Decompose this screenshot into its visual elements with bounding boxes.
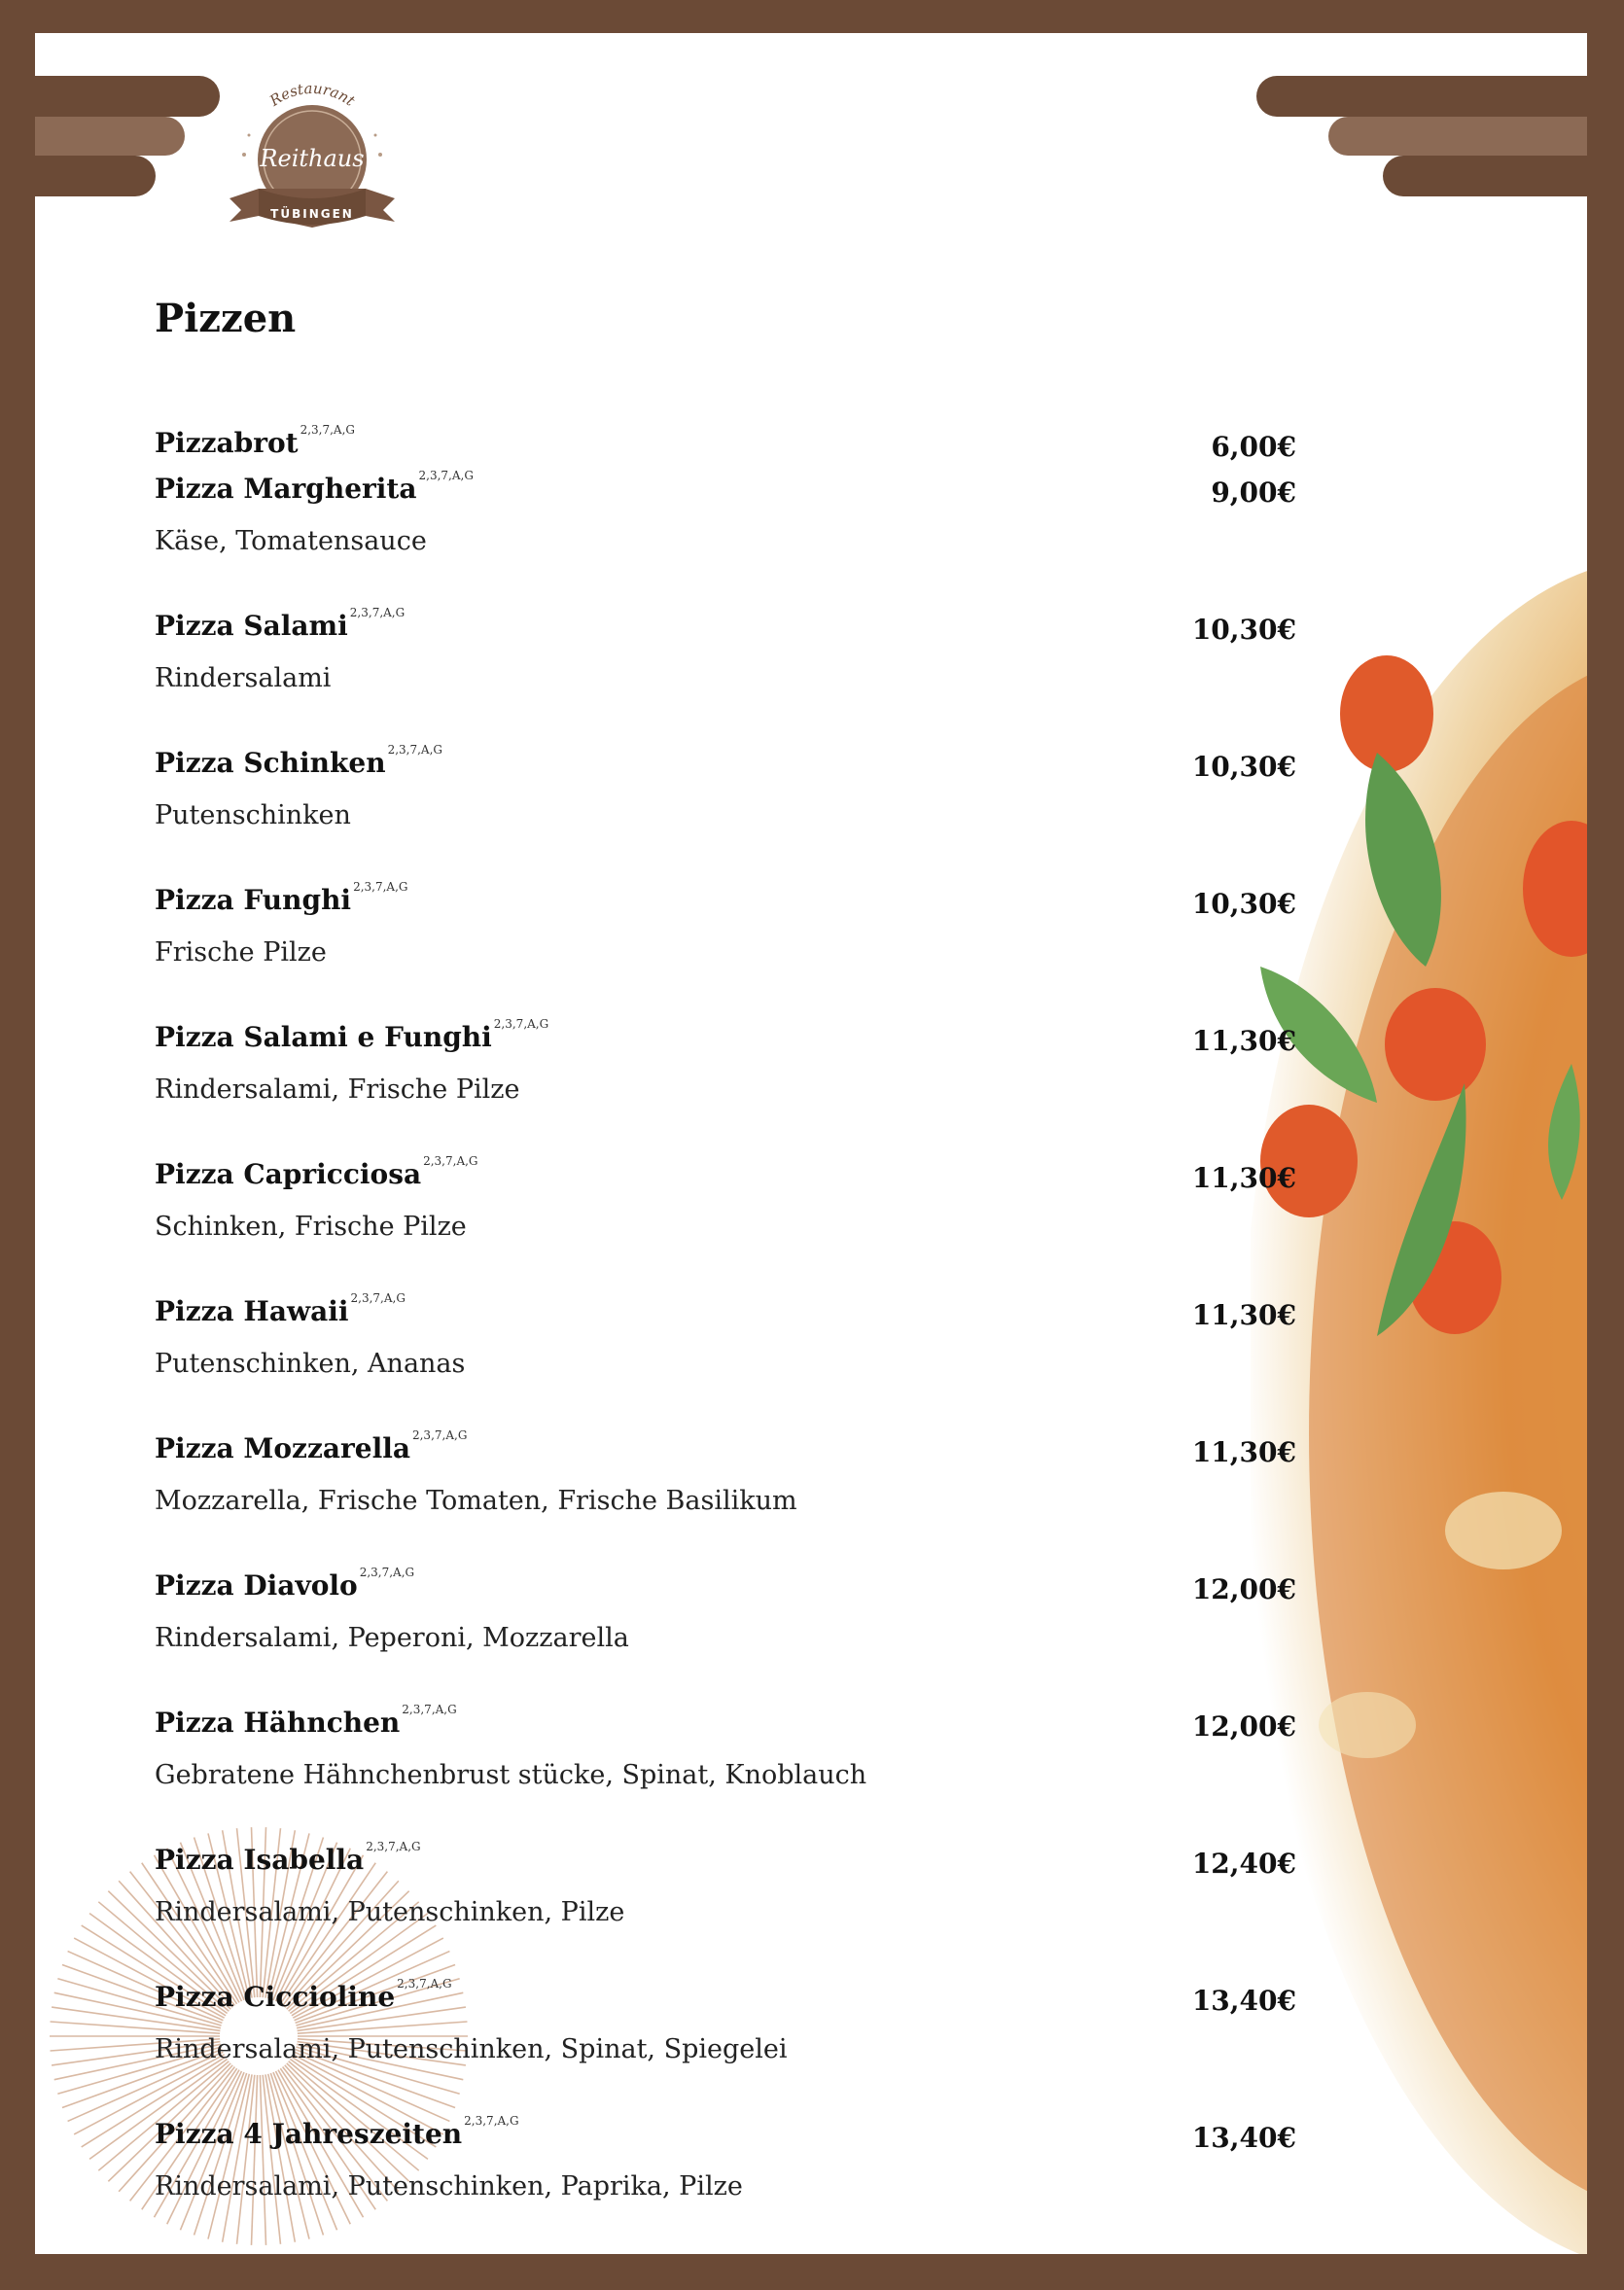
item-spacer	[155, 1935, 1296, 1981]
menu-item-row	[155, 2114, 1296, 2164]
item-name-text: Pizza Salami	[155, 610, 348, 642]
item-name-text: Pizza Isabella	[155, 1844, 365, 1876]
item-spacer	[155, 975, 1296, 1021]
item-description: Rindersalami, Peperoni, Mozzarella	[155, 1623, 629, 1653]
item-price: 10,30€	[1191, 888, 1296, 920]
allergen-codes: 2,3,7,A,G	[366, 1840, 421, 1853]
item-spacer	[155, 1250, 1296, 1295]
menu-sheet	[35, 33, 1587, 2254]
svg-text:Restaurant: Restaurant	[266, 79, 359, 110]
item-spacer	[155, 838, 1296, 884]
item-spacer	[155, 2072, 1296, 2118]
item-spacer	[155, 1661, 1296, 1707]
menu-item	[155, 880, 1296, 1021]
allergen-codes: 2,3,7,A,G	[464, 2114, 519, 2128]
item-description: Rindersalami, Putenschinken, Spinat, Spiegelei	[155, 2034, 788, 2064]
item-name-text: Pizza Capricciosa	[155, 1158, 422, 1190]
menu-item	[155, 2114, 1296, 2209]
item-spacer	[155, 1798, 1296, 1844]
item-name	[155, 1703, 457, 1739]
item-name-text: Pizza Ciccioline	[155, 1981, 396, 2013]
svg-text:Reithaus: Reithaus	[260, 145, 365, 172]
allergen-codes: 2,3,7,A,G	[493, 1017, 549, 1031]
item-price: 10,30€	[1191, 614, 1296, 646]
menu-item	[155, 423, 1296, 473]
item-price: 9,00€	[1211, 476, 1296, 509]
menu-item	[155, 1017, 1296, 1158]
item-spacer	[155, 1387, 1296, 1432]
item-name	[155, 1017, 549, 1053]
allergen-codes: 2,3,7,A,G	[397, 1977, 452, 1991]
item-price: 10,30€	[1191, 751, 1296, 783]
menu-item-row	[155, 1154, 1296, 1204]
item-description: Gebratene Hähnchenbrust stücke, Spinat, Knoblauch	[155, 1760, 867, 1790]
section-heading: Pizzen	[155, 296, 297, 341]
allergen-codes: 2,3,7,A,G	[418, 469, 474, 482]
menu-item-row	[155, 1703, 1296, 1752]
item-name-text: Pizza Diavolo	[155, 1569, 358, 1602]
item-price: 6,00€	[1211, 431, 1296, 463]
item-price: 12,40€	[1191, 1848, 1296, 1880]
item-description: Frische Pilze	[155, 937, 327, 968]
menu-item-row	[155, 743, 1296, 793]
item-spacer	[155, 701, 1296, 747]
item-name-text: Pizza Funghi	[155, 884, 352, 916]
item-name-text: Pizza Hawaii	[155, 1295, 349, 1327]
menu-item	[155, 1154, 1296, 1295]
item-name	[155, 1428, 468, 1464]
item-price: 11,30€	[1191, 1299, 1296, 1331]
item-price: 13,40€	[1191, 1985, 1296, 2017]
item-description: Putenschinken	[155, 800, 351, 830]
item-description: Rindersalami, Putenschinken, Pilze	[155, 1897, 625, 1927]
item-price: 12,00€	[1191, 1710, 1296, 1743]
menu-item-row	[155, 1840, 1296, 1889]
allergen-codes: 2,3,7,A,G	[402, 1703, 457, 1716]
item-name-text: Pizza Margherita	[155, 473, 417, 505]
item-name	[155, 469, 474, 505]
menu-item	[155, 1291, 1296, 1432]
restaurant-logo	[191, 62, 434, 257]
menu-item	[155, 1566, 1296, 1707]
item-description: Rindersalami	[155, 663, 332, 693]
item-price: 13,40€	[1191, 2122, 1296, 2154]
allergen-codes: 2,3,7,A,G	[387, 743, 442, 757]
decor-bar	[1328, 117, 1587, 156]
item-description: Käse, Tomatensauce	[155, 526, 427, 556]
item-description: Mozzarella, Frische Tomaten, Frische Basilikum	[155, 1486, 797, 1516]
item-spacer	[155, 564, 1296, 610]
menu-item	[155, 1703, 1296, 1844]
decor-bar	[1256, 76, 1587, 117]
decor-bar	[35, 117, 185, 156]
item-name-text: Pizza Salami e Funghi	[155, 1021, 492, 1053]
item-price: 11,30€	[1191, 1162, 1296, 1194]
item-name-text: Pizza 4 Jahreszeiten	[155, 2118, 463, 2150]
item-description: Putenschinken, Ananas	[155, 1349, 466, 1379]
item-name	[155, 1840, 421, 1876]
menu-item	[155, 1977, 1296, 2118]
item-spacer	[155, 1524, 1296, 1569]
menu-item	[155, 606, 1296, 747]
menu-item	[155, 469, 1296, 610]
item-name	[155, 1566, 415, 1602]
item-name-text: Pizzabrot	[155, 427, 299, 459]
item-name	[155, 2114, 519, 2150]
menu-item-row	[155, 1017, 1296, 1067]
allergen-codes: 2,3,7,A,G	[359, 1566, 415, 1579]
item-description: Schinken, Frische Pilze	[155, 1212, 467, 1242]
decor-bar	[35, 156, 156, 196]
menu-item	[155, 1428, 1296, 1569]
item-name-text: Pizza Hähnchen	[155, 1707, 401, 1739]
allergen-codes: 2,3,7,A,G	[353, 880, 408, 894]
item-name	[155, 606, 406, 642]
decor-bar	[1383, 156, 1587, 196]
menu-item-row	[155, 880, 1296, 930]
menu-item-row	[155, 1977, 1296, 2026]
menu-item-row	[155, 1566, 1296, 1615]
menu-item-row	[155, 423, 1296, 473]
item-name	[155, 880, 408, 916]
item-description: Rindersalami, Frische Pilze	[155, 1075, 520, 1105]
item-name	[155, 1977, 452, 2013]
allergen-codes: 2,3,7,A,G	[349, 606, 406, 619]
menu-item-row	[155, 469, 1296, 518]
allergen-codes: 2,3,7,A,G	[411, 1428, 468, 1442]
item-name-text: Pizza Schinken	[155, 747, 386, 779]
menu-list	[155, 423, 1296, 2209]
menu-item	[155, 1840, 1296, 1981]
allergen-codes: 2,3,7,A,G	[350, 1291, 406, 1305]
allergen-codes: 2,3,7,A,G	[300, 423, 355, 437]
item-price: 11,30€	[1191, 1436, 1296, 1468]
item-name	[155, 743, 442, 779]
item-spacer	[155, 1112, 1296, 1158]
menu-item-row	[155, 1291, 1296, 1341]
item-price: 11,30€	[1191, 1025, 1296, 1057]
item-name	[155, 1154, 478, 1190]
allergen-codes: 2,3,7,A,G	[423, 1154, 478, 1168]
pizza-image	[1251, 558, 1587, 2254]
menu-item	[155, 743, 1296, 884]
item-name	[155, 423, 355, 459]
item-description: Rindersalami, Putenschinken, Paprika, Pilze	[155, 2171, 743, 2202]
svg-text:TÜBINGEN: TÜBINGEN	[270, 207, 354, 221]
menu-item-row	[155, 606, 1296, 655]
item-price: 12,00€	[1191, 1573, 1296, 1605]
item-name	[155, 1291, 406, 1327]
menu-item-row	[155, 1428, 1296, 1478]
item-name-text: Pizza Mozzarella	[155, 1432, 410, 1464]
